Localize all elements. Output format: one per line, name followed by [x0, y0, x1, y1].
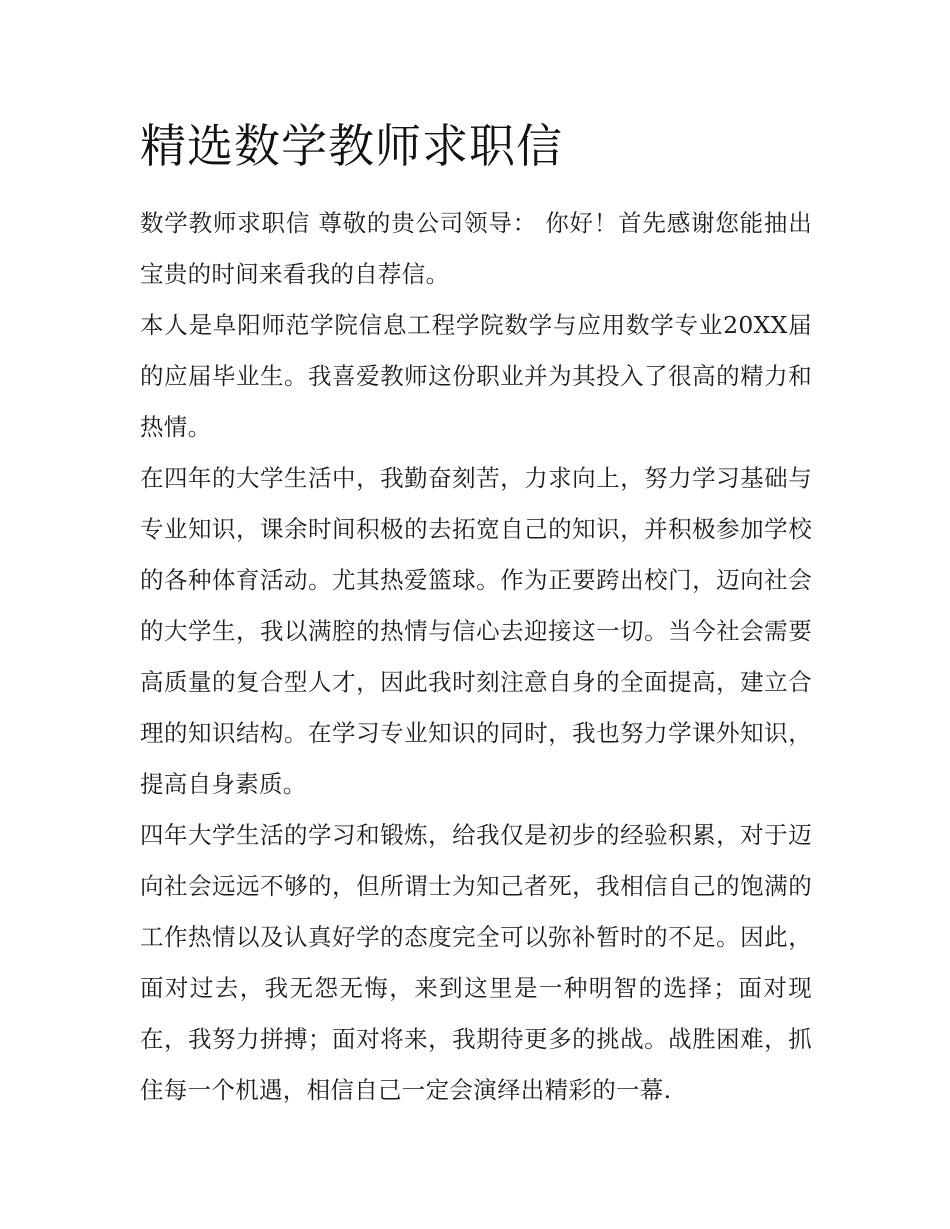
- paragraph-introduction: 本人是阜阳师范学院信息工程学院数学与应用数学专业20XX届的应届毕业生。我喜爱教师这份职业并为其投入了很高的精力和热情。: [140, 311, 812, 441]
- paragraph-conclusion: 四年大学生活的学习和锻炼，给我仅是初步的经验积累，对于迈向社会远远不够的，但所谓士为知己者死，我相信自己的饱满的工作热情以及认真好学的态度完全可以弥补暂时的不足。因此，面对过去，我无怨无悔，来到这里是一种明智的选择；面对现在，我努力拼搏；面对将来，我期待更多的挑战。战胜困难，抓住每一个机遇，相信自己一定会演绎出精彩的一幕.: [140, 821, 812, 1104]
- document-title: 精选数学教师求职信: [140, 119, 563, 173]
- paragraph-university-life: 在四年的大学生活中，我勤奋刻苦，力求向上，努力学习基础与专业知识，课余时间积极的去拓宽自己的知识，并积极参加学校的各种体育活动。尤其热爱篮球。作为正要跨出校门，迈向社会的大学生，我以满腔的热情与信心去迎接这一切。当今社会需要高质量的复合型人才，因此我时刻注意自身的全面提高，建立合理的知识结构。在学习专业知识的同时，我也努力学课外知识，提高自身素质。: [140, 464, 812, 798]
- paragraph-greeting: 数学教师求职信 尊敬的贵公司领导： 你好！首先感谢您能抽出宝贵的时间来看我的自荐信。: [140, 209, 812, 288]
- document-page: [140, 112, 812, 1116]
